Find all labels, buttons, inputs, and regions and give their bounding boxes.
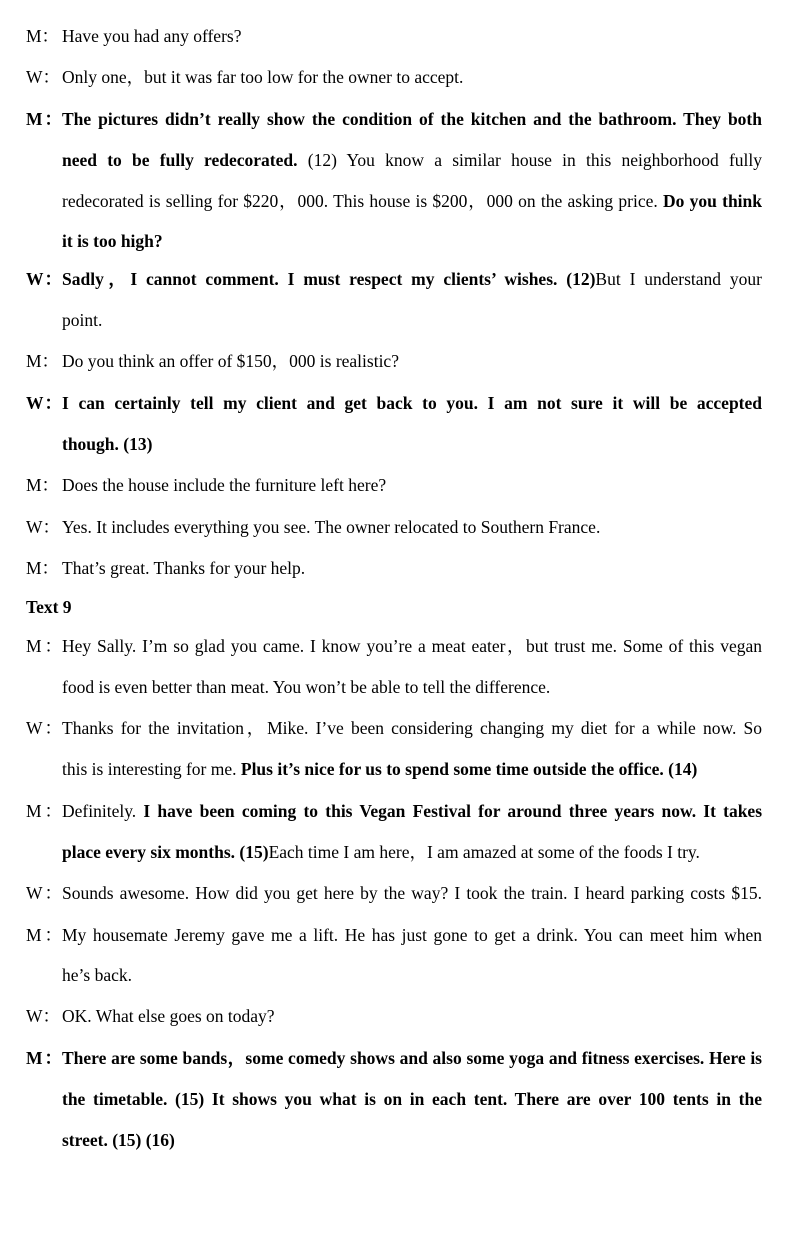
dialogue-continuation-line — [62, 149, 762, 171]
dialogue-line — [26, 474, 762, 496]
speaker-label: W： — [26, 67, 61, 87]
text-segment: Have you had any offers? — [62, 26, 242, 46]
text-segment: Thanks for the invitation，Mike. I’ve been considering changing my diet for a while now. So — [62, 718, 762, 738]
dialogue-continuation-line — [62, 309, 762, 331]
speaker-label: M： — [26, 26, 60, 46]
speaker-label: W： — [26, 517, 61, 537]
dialogue-line — [26, 635, 762, 657]
text-segment: food is even better than meat. You won’t be able to tell the difference. — [62, 677, 551, 697]
dialogue-continuation-line — [62, 1088, 762, 1110]
speaker-label: M： — [26, 925, 62, 945]
text-segment: Only one，but it was far too low for the owner to accept. — [62, 67, 464, 87]
speaker-label: M： — [26, 1048, 62, 1068]
bold-text-segment: Sadly，I cannot comment. I must respect my clients’ wishes. — [62, 269, 567, 289]
dialogue-continuation-line — [62, 676, 762, 698]
dialogue-line — [26, 1047, 762, 1069]
section-heading — [26, 596, 762, 618]
speaker-label: W： — [26, 393, 62, 413]
text-segment: Hey Sally. I’m so glad you came. I know you’re a meat eater，but trust me. Some of this vegan — [62, 636, 762, 656]
bold-text-segment: street. (15) (16) — [62, 1130, 175, 1150]
dialogue-line — [26, 516, 762, 538]
text-segment: Definitely. — [62, 801, 144, 821]
dialogue-line — [26, 268, 762, 290]
dialogue-line — [26, 392, 762, 414]
speaker-label: M： — [26, 558, 60, 578]
bold-text-segment: The pictures didn’t really show the condition of the kitchen and the bathroom. They both — [62, 109, 762, 129]
text-segment: Sounds awesome. How did you get here by the way? I took the train. I heard parking costs $15. — [62, 883, 762, 903]
dialogue-line — [26, 882, 762, 904]
dialogue-continuation-line — [62, 841, 762, 863]
text-segment: this is interesting for me. — [62, 759, 241, 779]
speaker-label: M： — [26, 636, 62, 656]
bold-text-segment: though. (13) — [62, 434, 153, 454]
bold-text-segment: There are some bands，some comedy shows and also some yoga and fitness exercises. Here is — [62, 1048, 762, 1068]
text-segment: redecorated is selling for $220，000. This house is $200，000 on the asking price. — [62, 191, 664, 211]
text-segment: he’s back. — [62, 965, 132, 985]
text-segment: Do you think an offer of $150，000 is realistic? — [62, 351, 399, 371]
speaker-label: W： — [26, 883, 62, 903]
dialogue-continuation-line — [62, 230, 762, 252]
dialogue-line — [26, 557, 762, 579]
dialogue-line — [26, 1005, 762, 1027]
speaker-label: M： — [26, 351, 60, 371]
speaker-label: W： — [26, 269, 62, 289]
text-segment: My housemate Jeremy gave me a lift. He has just gone to get a drink. You can meet him when — [62, 925, 762, 945]
speaker-label: W： — [26, 718, 62, 738]
text-segment: That’s great. Thanks for your help. — [62, 558, 306, 578]
speaker-label: W： — [26, 1006, 61, 1026]
text-segment: But I understand your — [595, 269, 762, 289]
text-segment: Each time I am here，I am amazed at some of the foods I try. — [268, 842, 700, 862]
bold-text-segment: (12) — [566, 269, 596, 289]
bold-text-segment: Do you think — [663, 191, 762, 211]
dialogue-continuation-line — [62, 758, 762, 780]
dialogue-line — [26, 924, 762, 946]
bold-text-segment: it is too high? — [62, 231, 163, 251]
dialogue-continuation-line — [62, 1129, 762, 1151]
dialogue-line — [26, 717, 762, 739]
text-segment: OK. What else goes on today? — [62, 1006, 275, 1026]
speaker-label: M： — [26, 109, 62, 129]
speaker-label: M： — [26, 475, 60, 495]
dialogue-continuation-line — [62, 964, 762, 986]
bold-text-segment: I have been coming to this Vegan Festival for around three years now. It takes — [143, 801, 762, 821]
bold-text-segment: Text 9 — [26, 597, 72, 617]
dialogue-line — [26, 25, 762, 47]
text-segment: Yes. It includes everything you see. The owner relocated to Southern France. — [62, 517, 601, 537]
text-segment: (12) You know a similar house in this neighborhood fully — [307, 150, 762, 170]
bold-text-segment: need to be fully redecorated. — [62, 150, 308, 170]
text-segment: point. — [62, 310, 103, 330]
dialogue-line — [26, 66, 762, 88]
dialogue-continuation-line — [62, 433, 762, 455]
bold-text-segment: Plus it’s nice for us to spend some time outside the office. (14) — [240, 759, 698, 779]
bold-text-segment: I can certainly tell my client and get back to you. I am not sure it will be accepted — [62, 393, 762, 413]
dialogue-line — [26, 350, 762, 372]
text-segment: Does the house include the furniture left here? — [62, 475, 387, 495]
dialogue-line — [26, 800, 762, 822]
bold-text-segment: the timetable. (15) It shows you what is on in each tent. There are over 100 tents in the — [62, 1089, 762, 1109]
dialogue-continuation-line — [62, 190, 762, 212]
speaker-label: M： — [26, 801, 62, 821]
bold-text-segment: place every six months. (15) — [62, 842, 269, 862]
dialogue-line — [26, 108, 762, 130]
